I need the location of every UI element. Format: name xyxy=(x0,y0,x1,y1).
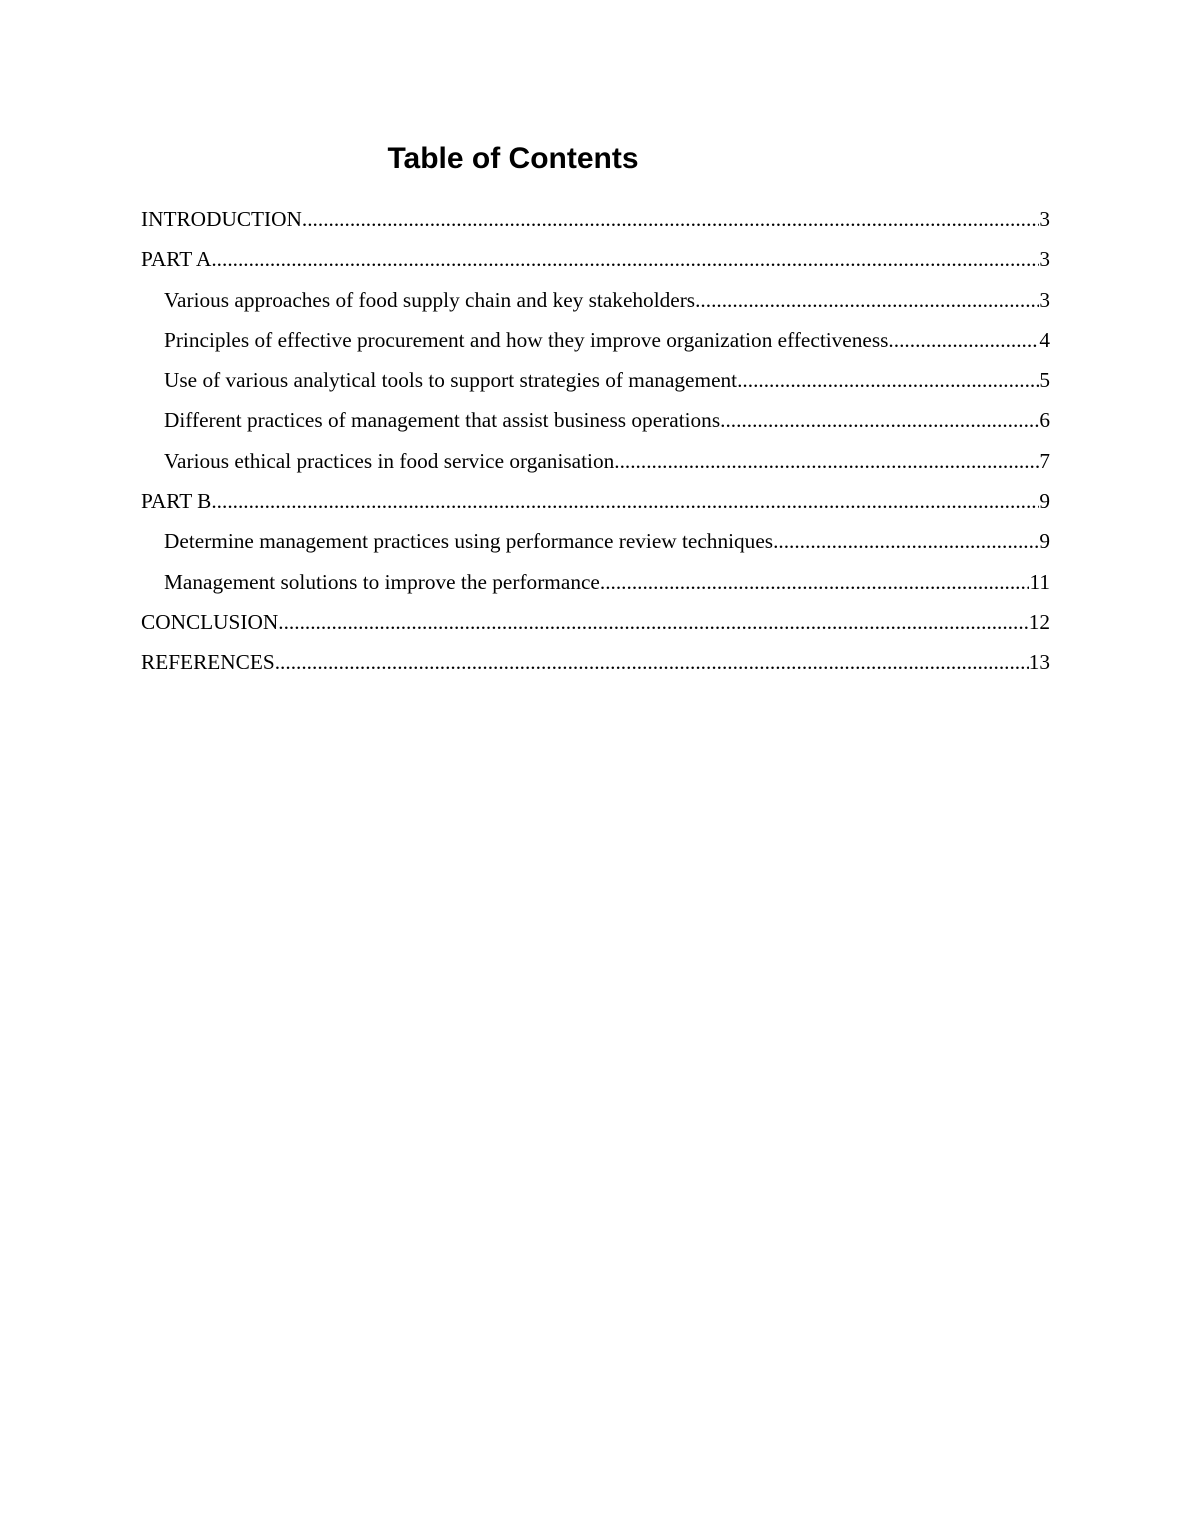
toc-entry-page: 7 xyxy=(1039,448,1050,473)
toc-list xyxy=(141,199,1050,683)
toc-subentry[interactable] xyxy=(141,562,1050,602)
toc-entry-label: CONCLUSION xyxy=(141,609,279,634)
dot-leader xyxy=(600,562,1030,602)
toc-subentry[interactable] xyxy=(141,360,1050,400)
toc-entry-label: Management solutions to improve the performance xyxy=(164,569,600,594)
dot-leader xyxy=(278,602,1028,642)
toc-entry-page: 12 xyxy=(1028,609,1050,634)
dot-leader xyxy=(302,199,1039,239)
toc-entry-page: 4 xyxy=(1039,327,1050,352)
dot-leader xyxy=(620,441,1040,481)
toc-entry-label: REFERENCES xyxy=(141,650,275,675)
toc-entry-label: PART B xyxy=(141,489,212,514)
toc-entry-label: PART A xyxy=(141,247,212,272)
toc-subentry[interactable] xyxy=(141,280,1050,320)
toc-subentry[interactable] xyxy=(141,521,1050,561)
toc-entry[interactable] xyxy=(141,642,1050,682)
dot-leader xyxy=(725,400,1039,440)
toc-entry-label: Different practices of management that assist business operations. xyxy=(164,408,726,433)
toc-entry-label: Various approaches of food supply chain and key stakeholders xyxy=(164,287,696,312)
dot-leader xyxy=(894,320,1040,360)
dot-leader xyxy=(695,280,1039,320)
toc-entry-page: 5 xyxy=(1039,368,1050,393)
toc-subentry[interactable] xyxy=(141,441,1050,481)
toc-entry-label: Use of various analytical tools to support strategies of management xyxy=(164,368,738,393)
toc-entry-page: 11 xyxy=(1029,569,1050,594)
dot-leader xyxy=(211,481,1039,521)
toc-entry-page: 3 xyxy=(1039,207,1050,231)
toc-entry-page: 9 xyxy=(1039,529,1050,554)
toc-entry-label: INTRODUCTION xyxy=(141,207,302,231)
toc-title: Table of Contents xyxy=(387,142,639,175)
toc-entry[interactable] xyxy=(141,481,1050,521)
toc-entry[interactable] xyxy=(141,602,1050,642)
toc-subentry[interactable] xyxy=(141,320,1050,360)
toc-subentry[interactable] xyxy=(141,400,1050,440)
toc-entry-label: Principles of effective procurement and how they improve organization effectiveness. xyxy=(164,327,894,352)
toc-entry-page: 3 xyxy=(1039,247,1050,272)
toc-entry[interactable] xyxy=(141,239,1050,279)
dot-leader xyxy=(773,521,1039,561)
toc-entry-page: 9 xyxy=(1039,489,1050,514)
toc-entry-page: 6 xyxy=(1039,408,1050,433)
toc-entry-label: Various ethical practices in food service organisation. xyxy=(164,448,620,473)
dot-leader xyxy=(211,239,1039,279)
dot-leader xyxy=(275,642,1029,682)
dot-leader xyxy=(737,360,1039,400)
toc-entry-page: 13 xyxy=(1028,650,1050,675)
toc-entry-label: Determine management practices using performance review techniques xyxy=(164,529,774,554)
toc-entry[interactable] xyxy=(141,199,1050,239)
toc-entry-page: 3 xyxy=(1039,287,1050,312)
